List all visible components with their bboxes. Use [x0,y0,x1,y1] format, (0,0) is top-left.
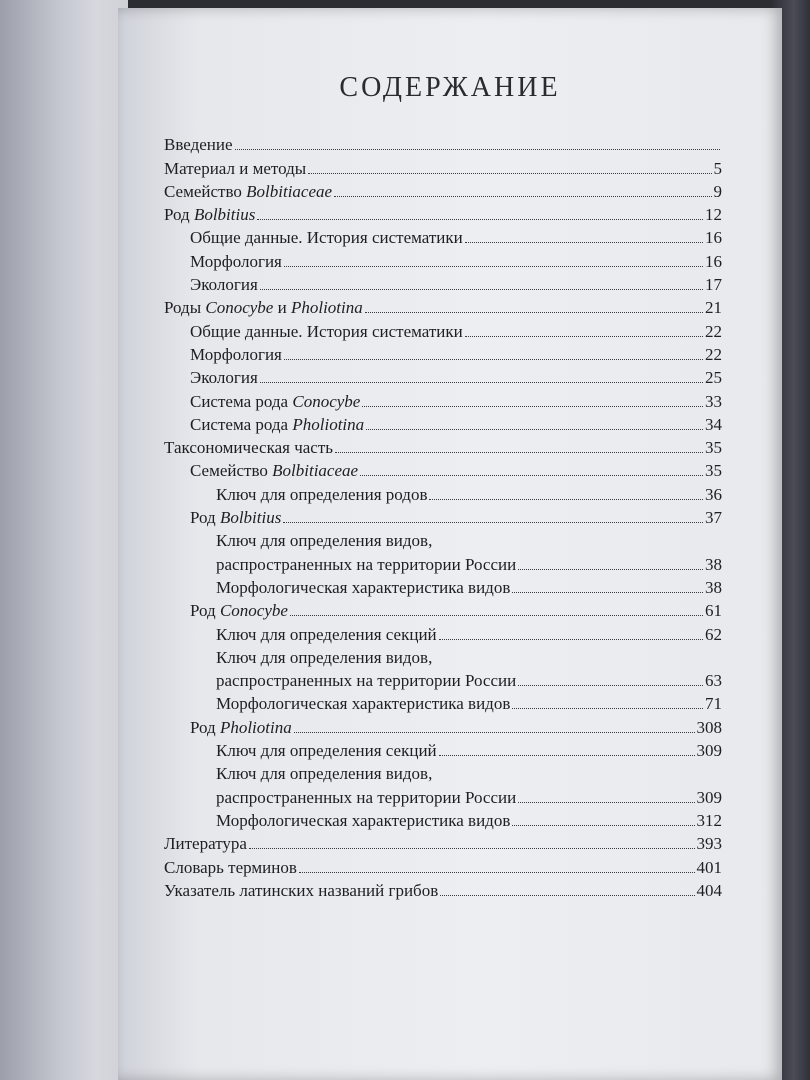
toc-entry [164,691,722,714]
toc-page-number: 25 [705,368,722,388]
toc-leader-dots [299,872,695,873]
toc-entry [164,318,722,341]
toc-leader-dots [465,242,703,243]
toc-entry-label: Морфология [190,251,282,271]
toc-entry-label: Морфологическая характеристика видов [216,577,511,597]
toc-leader-dots [429,499,703,500]
toc-entry-label: распространенных на территории России [216,554,517,574]
toc-entry-label: Ключ для определения видов, [216,647,433,667]
toc-entry [164,598,722,621]
toc-entry [164,621,722,644]
toc-entry-label: Род Conocybe [190,601,288,621]
toc-page-number: 33 [705,391,722,411]
toc-page-number: 312 [696,810,722,830]
toc-entry-label: распространенных на территории России [216,671,517,691]
toc-leader-dots [260,289,703,290]
toc-entry [164,831,722,854]
toc-page-number: 309 [696,741,722,761]
page-title: СОДЕРЖАНИЕ [339,72,561,103]
toc-entry-label: Таксономическая часть [164,438,334,458]
toc-entry-label: Морфология [190,344,282,364]
book-page [118,8,782,1080]
toc-page-number: 393 [696,834,722,854]
toc-entry [164,225,722,248]
toc-leader-dots [518,685,703,686]
toc-leader-dots [308,173,711,174]
toc-page-number: 12 [705,205,722,225]
toc-leader-dots [284,266,703,267]
toc-entry-label: Роды Conocybe и Pholiotina [164,298,363,318]
toc-entry-label: Указатель латинских названий грибов [164,880,439,900]
toc-entry [164,179,722,202]
toc-entry [164,132,722,155]
toc-entry [164,458,722,481]
toc-leader-dots [257,219,703,220]
toc-leader-dots [512,708,703,709]
toc-page-number: 9 [713,181,722,201]
toc-page-number: 308 [696,717,722,737]
toc-page-number: 62 [705,624,722,644]
toc-entry [164,551,722,574]
toc-leader-dots [290,615,703,616]
toc-page-number: 71 [705,694,722,714]
toc-entry [164,481,722,504]
toc-page-number: 37 [705,508,722,528]
toc-page-number: 34 [705,414,722,434]
toc-entry [164,248,722,271]
toc-page-number: 36 [705,484,722,504]
toc-entry [164,575,722,598]
toc-entry-label: Общие данные. История систематики [190,321,463,341]
toc-leader-dots [360,475,703,476]
toc-page-number: 21 [705,298,722,318]
toc-entry-label: Род Pholiotina [190,717,292,737]
toc-entry [164,202,722,225]
toc-entry [164,738,722,761]
toc-page-number: 63 [705,671,722,691]
toc-leader-dots [512,592,703,593]
toc-entry-label: Экология [190,368,258,388]
toc-page-number: 17 [705,275,722,295]
toc-entry [164,761,722,784]
toc-page-number: 16 [705,228,722,248]
toc-entry [164,505,722,528]
toc-entry-label: Словарь терминов [164,857,297,877]
toc-entry-label: Общие данные. История систематики [190,228,463,248]
toc-leader-dots [366,429,703,430]
book-gutter [0,0,128,1080]
toc-entry-label: Экология [190,275,258,295]
toc-entry [164,528,722,551]
toc-entry-label: Литература [164,834,247,854]
toc-leader-dots [439,755,695,756]
toc-leader-dots [284,359,703,360]
toc-page-number: 16 [705,251,722,271]
toc-entry-label: Система рода Pholiotina [190,414,365,434]
toc-entry-label: Введение [164,135,233,155]
toc-page-number: 22 [705,321,722,341]
toc-entry-label: Система рода Conocybe [190,391,361,411]
toc-leader-dots [260,382,703,383]
toc-entry [164,645,722,668]
toc-entry-label: Морфологическая характеристика видов [216,694,511,714]
toc-leader-dots [465,336,703,337]
toc-page-number: 5 [713,158,722,178]
toc-entry [164,714,722,737]
toc-entry [164,668,722,691]
toc-entry-label: Ключ для определения видов, [216,764,433,784]
toc-entry [164,295,722,318]
toc-leader-dots [335,452,703,453]
toc-page-number: 309 [696,787,722,807]
toc-entry-label: Ключ для определения видов, [216,531,433,551]
table-of-contents [164,132,722,901]
toc-entry [164,155,722,178]
toc-entry-label: Семейство Bolbitiaceae [164,181,333,201]
toc-leader-dots [283,522,703,523]
toc-page-number: 38 [705,577,722,597]
toc-leader-dots [235,149,720,150]
toc-entry [164,878,722,901]
toc-page-number: 38 [705,554,722,574]
toc-page-number: 22 [705,344,722,364]
toc-entry-label: Ключ для определения секций [216,741,437,761]
toc-entry [164,808,722,831]
toc-page-number: 401 [696,857,722,877]
toc-entry-label: Род Bolbitius [164,205,256,225]
toc-leader-dots [249,848,695,849]
toc-entry [164,784,722,807]
toc-entry [164,388,722,411]
toc-entry-label: Ключ для определения секций [216,624,437,644]
toc-leader-dots [362,406,703,407]
toc-entry [164,342,722,365]
toc-leader-dots [294,732,695,733]
toc-entry-label: Род Bolbitius [190,508,282,528]
toc-page-number: 35 [705,438,722,458]
toc-leader-dots [439,639,703,640]
toc-entry-label: Морфологическая характеристика видов [216,810,511,830]
toc-leader-dots [334,196,711,197]
toc-entry [164,272,722,295]
toc-leader-dots [518,802,694,803]
toc-leader-dots [440,895,694,896]
toc-entry [164,435,722,458]
toc-entry [164,854,722,877]
toc-entry [164,365,722,388]
toc-leader-dots [365,312,703,313]
toc-page-number: 404 [696,880,722,900]
toc-entry-label: распространенных на территории России [216,787,517,807]
toc-entry [164,412,722,435]
toc-entry-label: Семейство Bolbitiaceae [190,461,359,481]
toc-leader-dots [518,569,703,570]
toc-page-number: 35 [705,461,722,481]
toc-entry-label: Ключ для определения родов [216,484,428,504]
toc-page-number: 61 [705,601,722,621]
toc-entry-label: Материал и методы [164,158,307,178]
toc-leader-dots [512,825,694,826]
